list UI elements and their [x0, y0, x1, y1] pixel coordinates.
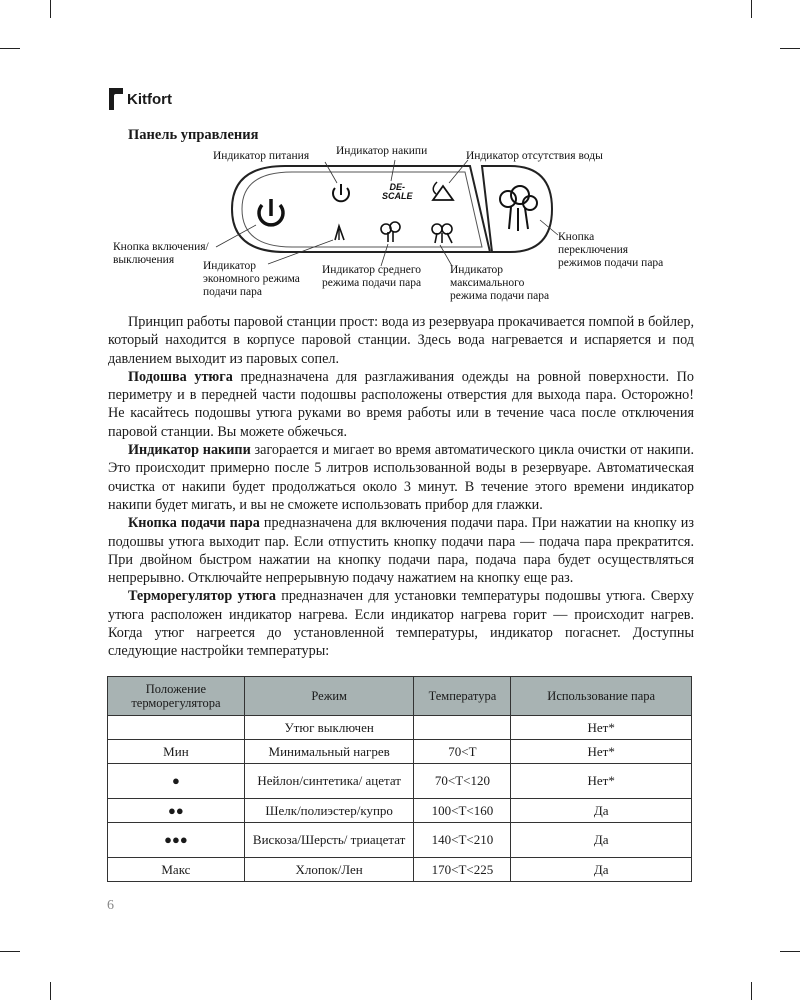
- section-title: Панель управления: [128, 127, 259, 143]
- label-mode-button: [558, 231, 663, 270]
- paragraph-text: предназначена для разглаживания одежды на ровной поверхности. По периметру и в передней части подошвы расположены отверстия для выхода пара. Осторожно! Не касайтесь подошвы утюга руками во время работы или в течение часа после отключения паровой станции. Вы можете обжечься.: [108, 368, 694, 440]
- label-line: режимов подачи пара: [558, 257, 664, 269]
- table-cell: Макс: [108, 858, 245, 882]
- label-line: Индикатор среднего: [322, 264, 422, 276]
- paragraph-text: Принцип работы паровой станции прост: вода из резервуара прокачивается помпой в бойлер, который находится в корпусе паровой станции. Здесь вода нагревается и испаряется и под давлением выходит из паровых сопел.: [108, 314, 694, 367]
- page-number: 6: [107, 898, 114, 913]
- column-header: Использование пара: [511, 677, 692, 716]
- table-cell: Мин: [108, 740, 245, 764]
- table-cell: 100<T<160: [414, 799, 511, 823]
- label-line: Индикатор: [450, 264, 504, 276]
- table-cell: Нет*: [511, 764, 692, 799]
- column-header: Температура: [414, 677, 511, 716]
- paragraph-term: Терморегулятор утюга: [128, 588, 276, 605]
- label-no-water-indicator: Индикатор отсутствия воды: [466, 150, 603, 162]
- paragraph-term: Кнопка подачи пара: [128, 515, 260, 532]
- descale-icon-text: [382, 183, 413, 201]
- crop-mark: [0, 951, 20, 952]
- table-cell: [108, 716, 245, 740]
- paragraph-term: Индикатор накипи: [128, 442, 251, 459]
- label-max-indicator: [450, 264, 549, 303]
- table-cell: Да: [511, 799, 692, 823]
- temperature-settings-table: [107, 676, 692, 882]
- paragraph-term: Подошва утюга: [128, 368, 233, 385]
- table-cell: ●●: [108, 799, 245, 823]
- table-cell: Вискоза/Шерсть/ триацетат: [244, 823, 414, 858]
- paragraph-text: предназначен для установки температуры подошвы утюга. Сверху утюга расположен индикатор нагрева. Если индикатор нагрева горит — происходит нагрев. Когда утюг нагреется до установленной температуры, индикатор погаснет. Доступны следующие настройки температуры:: [108, 588, 694, 660]
- label-mid-indicator: [322, 264, 421, 290]
- label-line: Индикатор: [203, 260, 257, 272]
- label-line: режима подачи пара: [450, 290, 550, 302]
- paragraph: [108, 441, 694, 514]
- table-cell: 170<T<225: [414, 858, 511, 882]
- crop-mark: [751, 982, 752, 1000]
- table-row: [108, 764, 692, 799]
- table-cell: Да: [511, 858, 692, 882]
- label-power-button: [113, 241, 209, 267]
- brand-name: Kitfort: [127, 91, 172, 108]
- paragraph-text: загорается и мигает во время автоматического цикла очистки от накипи. Это происходит примерно после 5 литров использованной воды в резервуаре. Автоматическая очистка от накипи будет продолжаться около 3 минут. В течение этого времени индикатор накипи будет мигать, и вы не сможете использовать прибор для глажки.: [108, 442, 694, 513]
- table-cell: Хлопок/Лен: [244, 858, 414, 882]
- paragraph: [108, 368, 694, 441]
- crop-mark: [780, 951, 800, 952]
- label-line: экономного режима: [203, 273, 300, 285]
- label-line: выключения: [113, 254, 175, 266]
- table-row: [108, 799, 692, 823]
- table-cell: [414, 716, 511, 740]
- table-cell: Утюг выключен: [244, 716, 414, 740]
- table-cell: Нейлон/синтетика/ ацетат: [244, 764, 414, 799]
- paragraph: [108, 587, 694, 660]
- crop-mark: [50, 982, 51, 1000]
- table-row: [108, 858, 692, 882]
- descale-text-line: SCALE: [382, 191, 413, 201]
- descale-text-line: DE-: [389, 182, 405, 192]
- table-cell: Нет*: [511, 716, 692, 740]
- column-header: Положение терморегулятора: [108, 677, 245, 716]
- table-cell: ●: [108, 764, 245, 799]
- table-cell: Нет*: [511, 740, 692, 764]
- label-eco-indicator: [203, 260, 300, 299]
- paragraph: [108, 313, 694, 368]
- table-header-row: [108, 677, 692, 716]
- label-line: Кнопка включения/: [113, 241, 209, 253]
- table-cell: Да: [511, 823, 692, 858]
- label-power-indicator: Индикатор питания: [213, 150, 310, 162]
- table-row: [108, 740, 692, 764]
- table-row: [108, 716, 692, 740]
- label-line: переключения: [558, 244, 629, 256]
- table-row: [108, 823, 692, 858]
- label-line: режима подачи пара: [322, 277, 422, 289]
- table-cell: 140<T<210: [414, 823, 511, 858]
- table-cell: 70<T<120: [414, 764, 511, 799]
- label-line: подачи пара: [203, 286, 262, 298]
- label-descale-indicator: Индикатор накипи: [336, 145, 428, 157]
- table-cell: ●●●: [108, 823, 245, 858]
- label-line: максимального: [450, 277, 525, 289]
- column-header: Режим: [244, 677, 414, 716]
- table-cell: 70<T: [414, 740, 511, 764]
- label-line: Кнопка: [558, 231, 595, 243]
- paragraph: [108, 514, 694, 587]
- table-cell: Шелк/полиэстер/купро: [244, 799, 414, 823]
- body-text: [108, 313, 694, 661]
- paragraph-text: предназначена для включения подачи пара. При нажатии на кнопку из подошвы утюга выходит пар. Если отпустить кнопку подачи пара — подача пара прекратится. При двойном быстром нажатии на кнопку подачи пара, подача пара будет осуществляться непрерывно. Отключайте непрерывную подачу нажатием на кнопку еще раз.: [108, 515, 694, 587]
- table-cell: Минимальный нагрев: [244, 740, 414, 764]
